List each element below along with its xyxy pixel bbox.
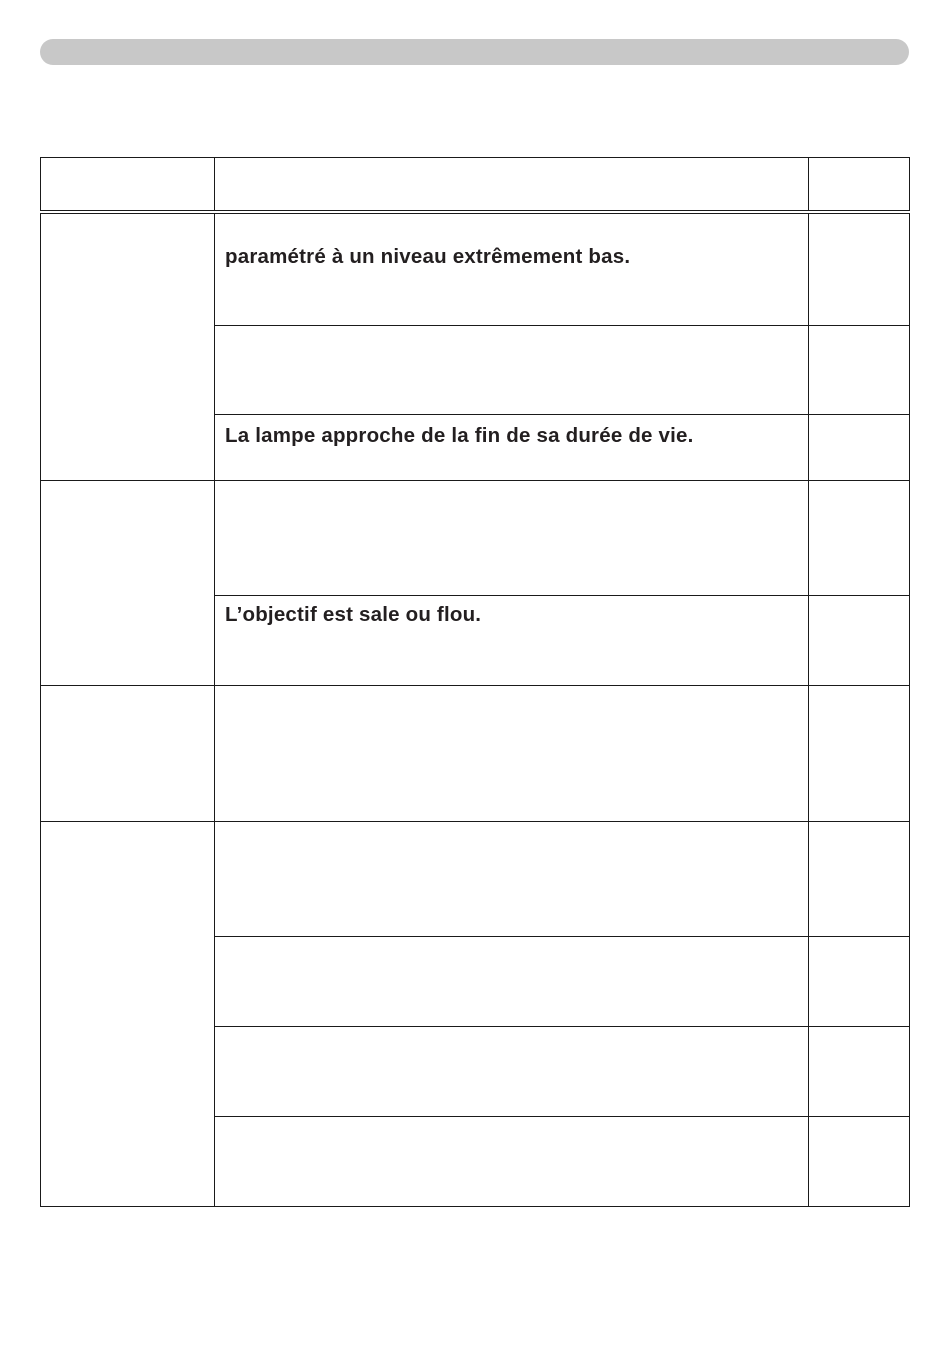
page-ref-cell — [809, 937, 910, 1027]
page-ref-cell — [809, 212, 910, 326]
cause-cell — [215, 415, 809, 481]
page-ref-cell — [809, 326, 910, 415]
cause-cell — [215, 212, 809, 326]
cause-cell — [215, 596, 809, 686]
page-ref-cell — [809, 415, 910, 481]
table-row — [41, 822, 910, 937]
symptom-cell — [41, 212, 215, 481]
table-header-row — [41, 158, 910, 212]
cause-text — [215, 326, 808, 335]
header-cell-cause — [215, 158, 809, 212]
cause-text — [215, 481, 808, 490]
cause-cell — [215, 481, 809, 596]
symptom-cell — [41, 686, 215, 822]
header-cell-page — [809, 158, 910, 212]
page-ref-cell — [809, 1027, 910, 1117]
cause-cell — [215, 1117, 809, 1207]
cause-cell — [215, 937, 809, 1027]
cause-cell — [215, 822, 809, 937]
page-ref-cell — [809, 481, 910, 596]
header-cell-phenomenon — [41, 158, 215, 212]
troubleshooting-table — [40, 157, 909, 1207]
cause-text — [215, 937, 808, 946]
cause-text: La lampe approche de la fin de sa durée de vie. — [225, 424, 694, 447]
cause-text: L’objectif est sale ou flou. — [225, 603, 482, 626]
cause-cell — [215, 686, 809, 822]
section-header-bar — [40, 39, 909, 65]
cause-text — [215, 686, 808, 695]
table-row — [41, 686, 910, 822]
symptom-cell — [41, 822, 215, 1207]
table-row — [41, 481, 910, 596]
cause-cell — [215, 326, 809, 415]
cause-text — [215, 1027, 808, 1036]
cause-text — [215, 822, 808, 831]
cause-text — [215, 1117, 808, 1126]
page-ref-cell — [809, 596, 910, 686]
cause-cell — [215, 1027, 809, 1117]
table-row — [41, 212, 910, 326]
page-ref-cell — [809, 1117, 910, 1207]
symptom-cell — [41, 481, 215, 686]
cause-text: paramétré à un niveau extrêmement bas. — [225, 244, 631, 268]
page-ref-cell — [809, 822, 910, 937]
page-ref-cell — [809, 686, 910, 822]
